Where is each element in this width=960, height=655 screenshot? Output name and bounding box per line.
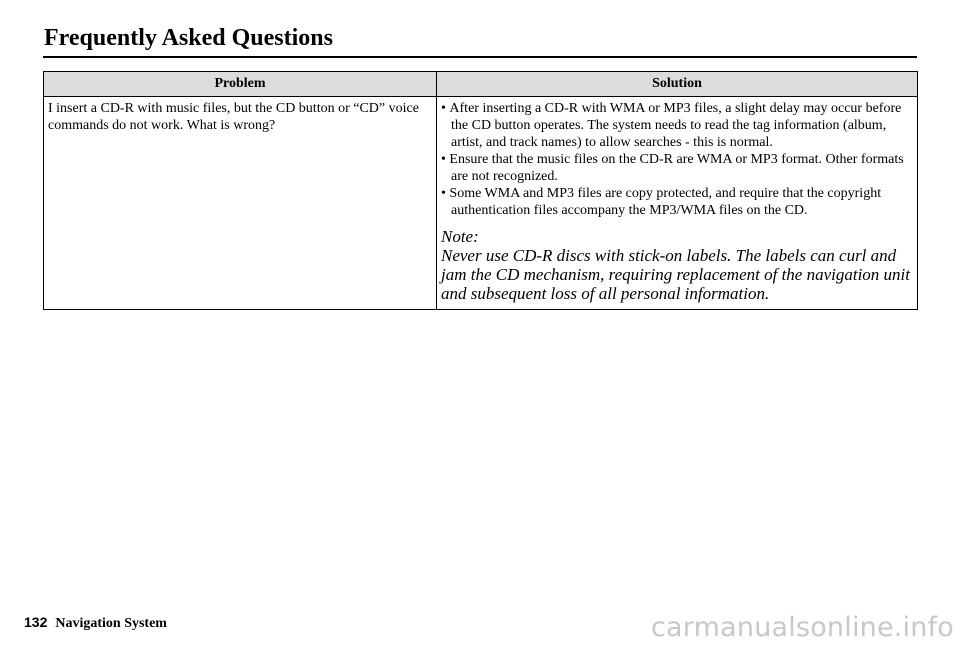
- watermark-text: carmanualsonline.info: [651, 612, 954, 643]
- header-solution: Solution: [437, 72, 918, 97]
- solution-bullet: • Ensure that the music files on the CD-R are WMA or MP3 format. Other formats are not recognized.: [441, 151, 913, 185]
- note-heading: Note:: [441, 227, 479, 246]
- note-text: Never use CD-R discs with stick-on labels. The labels can curl and jam the CD mechanism, requiring replacement of the navigation unit and subsequent loss of all personal information.: [441, 246, 911, 303]
- solution-bullet: • After inserting a CD-R with WMA or MP3 files, a slight delay may occur before the CD button operates. The system needs to read the tag information (album, artist, and track names) to allow searches - this is normal.: [441, 100, 913, 151]
- title-rule: [43, 56, 917, 58]
- problem-cell: I insert a CD-R with music files, but the CD button or “CD” voice commands do not work. What is wrong?: [44, 97, 437, 310]
- solution-bullet: • Some WMA and MP3 files are copy protected, and require that the copyright authentication files accompany the MP3/WMA files on the CD.: [441, 185, 913, 219]
- solution-cell: [437, 97, 918, 310]
- footer-section-title: Navigation System: [55, 616, 167, 631]
- page-title: Frequently Asked Questions: [44, 25, 333, 51]
- table-header-row: [44, 72, 918, 97]
- header-problem: Problem: [44, 72, 437, 97]
- faq-table: [43, 71, 918, 310]
- page-footer: [24, 614, 167, 632]
- solution-bullet-list: [441, 100, 913, 219]
- page-number: 132: [24, 614, 48, 630]
- table-row: [44, 97, 918, 310]
